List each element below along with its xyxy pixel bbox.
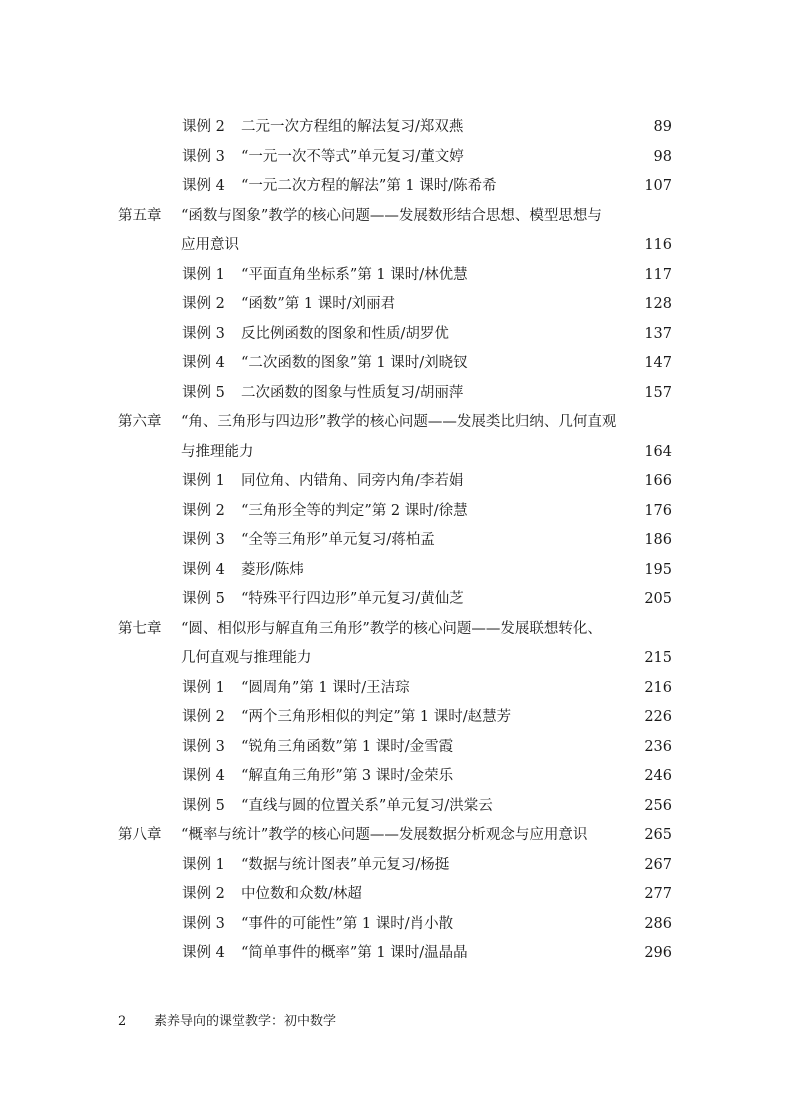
toc-page-number: 205: [644, 591, 672, 607]
chapter-label: 第五章: [118, 207, 162, 224]
toc-page-number: 107: [644, 178, 672, 194]
toc-page-number: 117: [644, 266, 672, 283]
lesson-label: 课例 1: [182, 679, 225, 696]
toc-chapter-continuation: [0, 438, 790, 468]
toc-lesson-entry: [0, 910, 790, 940]
lesson-label: 课例 3: [182, 915, 225, 932]
lesson-label: 课例 4: [182, 561, 225, 578]
toc-page-number: 216: [644, 679, 672, 696]
lesson-label: 课例 2: [182, 709, 225, 725]
toc-lesson-entry: [0, 703, 790, 733]
toc-lesson-entry: [0, 851, 790, 881]
lesson-title: 二元一次方程组的解法复习/郑双燕: [241, 119, 464, 135]
page-number: 2: [118, 1014, 127, 1029]
toc-lesson-entry: [0, 290, 790, 320]
lesson-label: 课例 2: [182, 886, 225, 902]
chapter-title: 应用意识: [181, 237, 239, 253]
toc-lesson-entry: [0, 320, 790, 350]
lesson-title: 反比例函数的图象和性质/胡罗优: [241, 325, 449, 342]
lesson-label: 课例 4: [182, 178, 225, 194]
lesson-label: 课例 1: [182, 266, 225, 283]
chapter-label: 第七章: [118, 620, 162, 637]
toc-chapter-entry: [0, 408, 790, 438]
lesson-label: 课例 4: [182, 355, 225, 371]
lesson-title: “简单事件的概率”第 1 课时/温晶晶: [241, 945, 468, 961]
lesson-label: 课例 2: [182, 296, 225, 312]
toc-page-number: 147: [644, 355, 672, 371]
toc-page-number: 286: [644, 915, 672, 932]
toc-page-number: 98: [653, 148, 672, 165]
lesson-title: 同位角、内错角、同旁内角/李若娟: [241, 473, 464, 489]
chapter-title: 几何直观与推理能力: [181, 650, 312, 666]
lesson-title: 中位数和众数/林超: [241, 886, 362, 902]
chapter-title: 与推理能力: [181, 443, 254, 460]
toc-page-number: 176: [644, 502, 672, 519]
lesson-title: “一元二次方程的解法”第 1 课时/陈希希: [241, 178, 497, 194]
lesson-label: 课例 2: [182, 502, 225, 519]
lesson-title: “三角形全等的判定”第 2 课时/徐慧: [241, 502, 468, 519]
toc-lesson-entry: [0, 585, 790, 615]
toc-chapter-entry: [0, 202, 790, 232]
lesson-title: “圆周角”第 1 课时/王洁琮: [241, 679, 410, 696]
toc-page-number: 265: [644, 827, 672, 843]
lesson-title: “数据与统计图表”单元复习/杨挺: [241, 856, 450, 873]
toc-page-number: 116: [644, 237, 672, 253]
toc-page-number: 128: [644, 296, 672, 312]
lesson-label: 课例 5: [182, 797, 225, 814]
toc-page-number: 195: [644, 561, 672, 578]
chapter-title: “概率与统计”教学的核心问题——发展数据分析观念与应用意识: [181, 827, 588, 843]
lesson-title: “特殊平行四边形”单元复习/黄仙芝: [241, 591, 464, 607]
lesson-label: 课例 2: [182, 119, 225, 135]
chapter-label: 第六章: [118, 414, 162, 430]
toc-page-number: 236: [644, 738, 672, 755]
chapter-title: “函数与图象”教学的核心问题——发展数形结合思想、模型思想与: [181, 207, 602, 224]
toc-lesson-entry: [0, 556, 790, 586]
chapter-label: 第八章: [118, 827, 162, 843]
toc-page-number: 277: [644, 886, 672, 902]
page-footer: [0, 1010, 790, 1034]
toc-page-number: 246: [644, 768, 672, 784]
toc-lesson-entry: [0, 261, 790, 291]
lesson-title: 菱形/陈炜: [241, 561, 304, 578]
toc-page-number: 296: [644, 945, 672, 961]
toc-page-number: 164: [644, 443, 672, 460]
lesson-title: “两个三角形相似的判定”第 1 课时/赵慧芳: [241, 709, 512, 725]
lesson-title: “函数”第 1 课时/刘丽君: [241, 296, 396, 312]
lesson-label: 课例 3: [182, 738, 225, 755]
toc-lesson-entry: [0, 792, 790, 822]
toc-lesson-entry: [0, 349, 790, 379]
toc-lesson-entry: [0, 674, 790, 704]
lesson-label: 课例 3: [182, 148, 225, 165]
toc-lesson-entry: [0, 143, 790, 173]
lesson-label: 课例 4: [182, 768, 225, 784]
lesson-title: “锐角三角函数”第 1 课时/金雪霞: [241, 738, 454, 755]
toc-chapter-entry: [0, 615, 790, 645]
lesson-label: 课例 1: [182, 473, 225, 489]
lesson-title: “平面直角坐标系”第 1 课时/林优慧: [241, 266, 468, 283]
lesson-title: 二次函数的图象与性质复习/胡丽萍: [241, 384, 464, 401]
toc-lesson-entry: [0, 497, 790, 527]
toc-chapter-continuation: [0, 644, 790, 674]
lesson-label: 课例 5: [182, 591, 225, 607]
toc-page-number: 256: [644, 797, 672, 814]
chapter-title: “角、三角形与四边形”教学的核心问题——发展类比归纳、几何直观: [181, 414, 617, 430]
lesson-label: 课例 3: [182, 532, 225, 548]
toc-chapter-continuation: [0, 231, 790, 261]
toc-lesson-entry: [0, 172, 790, 202]
toc-lesson-entry: [0, 762, 790, 792]
toc-page-number: 89: [653, 119, 672, 135]
lesson-title: “解直角三角形”第 3 课时/金荣乐: [241, 768, 454, 784]
toc-lesson-entry: [0, 939, 790, 969]
toc-page-number: 137: [644, 325, 672, 342]
lesson-label: 课例 1: [182, 856, 225, 873]
lesson-title: “一元一次不等式”单元复习/董文婷: [241, 148, 464, 165]
toc-page-number: 166: [644, 473, 672, 489]
toc-page-number: 226: [644, 709, 672, 725]
lesson-title: “全等三角形”单元复习/蒋柏孟: [241, 532, 435, 548]
toc-lesson-entry: [0, 733, 790, 763]
toc-page-number: 186: [644, 532, 672, 548]
toc-lesson-entry: [0, 880, 790, 910]
toc-chapter-entry: [0, 821, 790, 851]
lesson-title: “二次函数的图象”第 1 课时/刘晓钗: [241, 355, 468, 371]
toc-page-number: 215: [644, 650, 672, 666]
toc-lesson-entry: [0, 113, 790, 143]
table-of-contents: [0, 113, 790, 969]
running-book-title: 素养导向的课堂教学：初中数学: [154, 1014, 337, 1029]
chapter-title: “圆、相似形与解直角三角形”教学的核心问题——发展联想转化、: [181, 620, 602, 637]
lesson-label: 课例 4: [182, 945, 225, 961]
toc-page-number: 267: [644, 856, 672, 873]
toc-lesson-entry: [0, 379, 790, 409]
lesson-title: “直线与圆的位置关系”单元复习/洪棠云: [241, 797, 493, 814]
toc-lesson-entry: [0, 526, 790, 556]
lesson-label: 课例 3: [182, 325, 225, 342]
toc-lesson-entry: [0, 467, 790, 497]
toc-page-number: 157: [644, 384, 672, 401]
lesson-title: “事件的可能性”第 1 课时/肖小散: [241, 915, 454, 932]
lesson-label: 课例 5: [182, 384, 225, 401]
